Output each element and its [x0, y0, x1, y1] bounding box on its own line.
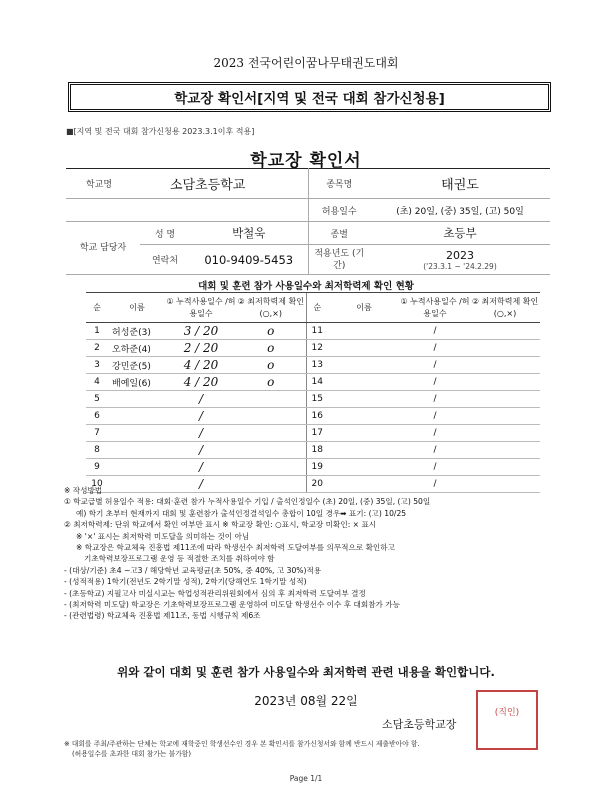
- cell-min: [236, 459, 306, 476]
- note-4b: 기초학력보장프로그램 운영 등 적절한 조치를 취하여야 함: [84, 554, 275, 564]
- year-period: ('23.3.1 ~ '24.2.29): [423, 261, 497, 271]
- cell-days: /: [400, 425, 470, 442]
- cell-name: 배예일(6): [108, 374, 166, 391]
- cell-name: [108, 442, 166, 459]
- note-4a: ※ 학교장은 학교체육 진흥법 제11조에 따라 학생선수 최저학력 도달여부를 의무적으로 확인하고: [76, 543, 395, 553]
- cell-days: /: [400, 408, 470, 425]
- cell-name: [328, 442, 400, 459]
- col-no-right: 순: [306, 293, 328, 323]
- col-min-right: ② 최저학력제 확인(○,×): [470, 293, 540, 323]
- event-label: 종목명: [308, 169, 370, 199]
- cell-no: 3: [86, 357, 108, 374]
- cell-no: 20: [306, 476, 328, 493]
- cell-days: /: [166, 391, 236, 408]
- cell-name: 강민준(5): [108, 357, 166, 374]
- note-1a: ① 학교급별 허용일수 적용: 대회·훈련 참가 누적사용일수 기입 / 출석인정일수 (초) 20일, (중) 35일, (고) 50일: [64, 497, 431, 507]
- note-3: ※ '×' 표시는 최저학력 미도달을 의미하는 것이 아님: [76, 531, 250, 541]
- cell-no: 8: [86, 442, 108, 459]
- col-days-right: ① 누적사용일수 /허용일수: [400, 293, 470, 323]
- cell-min: [470, 323, 540, 340]
- list-section-title: 대회 및 훈련 참가 사용일수와 최저학력제 확인 현황: [198, 281, 414, 292]
- cell-name: [328, 425, 400, 442]
- footer-note: [64, 740, 554, 759]
- col-name-right: 이름: [328, 293, 400, 323]
- cell-no: 12: [306, 340, 328, 357]
- cell-no: 13: [306, 357, 328, 374]
- cell-min: [470, 442, 540, 459]
- cell-days: 4 / 20: [166, 374, 236, 391]
- cell-days: 2 / 20: [166, 340, 236, 357]
- cell-name: [328, 374, 400, 391]
- year-label: 적용년도 (기간): [308, 245, 370, 275]
- phone-label: 연락처: [140, 245, 190, 275]
- cell-min: [470, 357, 540, 374]
- cell-min: [470, 408, 540, 425]
- col-name: 이름: [108, 293, 166, 323]
- cell-name: [328, 357, 400, 374]
- cell-days: /: [400, 374, 470, 391]
- allowed-value: (초) 20일, (중) 35일, (고) 50일: [370, 199, 550, 222]
- cell-name: [328, 408, 400, 425]
- year-value: 2023: [446, 248, 474, 262]
- cell-days: /: [166, 442, 236, 459]
- allowed-label: 허용일수: [308, 199, 370, 222]
- cell-no: 9: [86, 459, 108, 476]
- cell-days: /: [166, 476, 236, 493]
- cell-no: 1: [86, 323, 108, 340]
- seal-label: (직인): [494, 708, 520, 718]
- name-value: 박철욱: [190, 222, 308, 245]
- table-row: [86, 425, 540, 442]
- table-row: [86, 442, 540, 459]
- phone-value: 010-9409-5453: [190, 245, 308, 275]
- cell-name: [328, 323, 400, 340]
- table-row: [86, 459, 540, 476]
- school-value: 소담초등학교: [140, 169, 308, 199]
- note-5: - (대상/기준) 초4 ~고3 / 해당학년 교육평균(초 50%, 중 40%, 고 30%)적용: [64, 565, 322, 575]
- participant-table: [86, 292, 540, 493]
- cell-name: [108, 459, 166, 476]
- cell-no: 10: [86, 476, 108, 493]
- footer-note-2: (허용일수를 초과한 대회 참가는 불가함): [72, 749, 191, 758]
- col-no: 순: [86, 293, 108, 323]
- table-row: [86, 374, 540, 391]
- note-1b: 예) 학기 초부터 현재까지 대회 및 훈련참가 출석인정결석일수 총합이 10일 경우➡ 표기: (고) 10/25: [76, 508, 407, 518]
- cell-name: [108, 391, 166, 408]
- table-row: [86, 357, 540, 374]
- cell-min: [236, 391, 306, 408]
- instructions: [64, 485, 564, 622]
- cell-no: 15: [306, 391, 328, 408]
- event-title: 2023 전국어린이꿈나무태권도대회: [213, 56, 399, 70]
- table-row: [86, 408, 540, 425]
- cell-days: /: [400, 357, 470, 374]
- cell-name: [108, 408, 166, 425]
- cell-name: [328, 391, 400, 408]
- cell-min: [470, 374, 540, 391]
- cell-name: [328, 459, 400, 476]
- division-value: 초등부: [370, 222, 550, 245]
- cell-days: /: [166, 459, 236, 476]
- note-9: - (관련법령) 학교체육 진흥법 제11조, 동법 시행규칙 제6조: [64, 611, 261, 621]
- cell-min: [236, 408, 306, 425]
- issue-date: 2023년 08월 22일: [254, 694, 358, 708]
- notes-title: ※ 작성방법: [64, 486, 103, 495]
- cell-no: 7: [86, 425, 108, 442]
- cell-no: 5: [86, 391, 108, 408]
- footer-note-1: ※ 대회를 주최/주관하는 단체는 학교에 재학중인 학생선수인 경우 본 확인서를 참가신청서와 함께 반드시 제출받아야 함.: [64, 740, 420, 748]
- cell-days: /: [400, 340, 470, 357]
- note-6: - (성적적용) 1학기(전년도 2학기말 성적), 2학기(당해연도 1학기말 성적): [64, 577, 307, 587]
- cell-no: 11: [306, 323, 328, 340]
- cell-no: 19: [306, 459, 328, 476]
- cell-days: /: [400, 459, 470, 476]
- cell-min: [470, 425, 540, 442]
- page-number: Page 1/1: [289, 774, 323, 783]
- cell-no: 14: [306, 374, 328, 391]
- note-7: - (초등학교) 지필고사 미실시교는 학업성적관리위원회에서 심의 후 최저학력 도달여부 결정: [64, 588, 366, 598]
- name-label: 성 명: [140, 222, 190, 245]
- cell-no: 6: [86, 408, 108, 425]
- cell-days: /: [166, 408, 236, 425]
- document-title: 학교장 확인서: [250, 151, 362, 171]
- cell-days: /: [400, 476, 470, 493]
- cell-min: [470, 340, 540, 357]
- cell-days: /: [166, 425, 236, 442]
- cell-no: 16: [306, 408, 328, 425]
- cell-min: [470, 459, 540, 476]
- col-days: ① 누적사용일수 /허용일수: [166, 293, 236, 323]
- contact-label: 학교 담당자: [66, 222, 140, 275]
- cell-no: 2: [86, 340, 108, 357]
- cell-name: 오하준(4): [108, 340, 166, 357]
- table-row: [86, 391, 540, 408]
- col-min: ② 최저학력제 확인(○,×): [236, 293, 306, 323]
- cell-min: o: [236, 323, 306, 340]
- cell-min: o: [236, 357, 306, 374]
- cell-days: /: [400, 391, 470, 408]
- cell-no: 18: [306, 442, 328, 459]
- note-8: - (최저학력 미도달) 학교장은 기초학력보장프로그램 운영하여 미도달 학생선수 이수 후 대회참가 가능: [64, 600, 400, 610]
- cell-name: [328, 340, 400, 357]
- form-subheader: ■[지역 및 전국 대회 참가신청용 2023.3.1이후 적용]: [66, 127, 255, 136]
- cell-no: 17: [306, 425, 328, 442]
- document-banner: 학교장 확인서[지역 및 전국 대회 참가신청용]: [68, 82, 551, 112]
- cell-days: 4 / 20: [166, 357, 236, 374]
- cell-days: /: [400, 323, 470, 340]
- cell-name: 허성준(3): [108, 323, 166, 340]
- cell-min: [470, 391, 540, 408]
- cell-min: o: [236, 374, 306, 391]
- school-label: 학교명: [66, 169, 140, 199]
- cell-min: [236, 442, 306, 459]
- cell-min: [236, 425, 306, 442]
- cell-days: 3 / 20: [166, 323, 236, 340]
- cell-no: 4: [86, 374, 108, 391]
- table-row: [86, 323, 540, 340]
- cell-name: [108, 425, 166, 442]
- note-2: ② 최저학력제: 단위 학교에서 확인 여부만 표시 ※ 학교장 확인: ○표시, 학교장 미확인: × 표시: [64, 520, 377, 530]
- confirmation-statement: 위와 같이 대회 및 훈련 참가 사용일수와 최저학력 관련 내용을 확인합니다.: [117, 665, 495, 679]
- table-row: [86, 340, 540, 357]
- issuer-name: 소담초등학교장: [382, 718, 457, 731]
- cell-min: o: [236, 340, 306, 357]
- event-value: 태권도: [370, 169, 550, 199]
- info-table: [66, 168, 550, 275]
- division-label: 종별: [308, 222, 370, 245]
- cell-days: /: [400, 442, 470, 459]
